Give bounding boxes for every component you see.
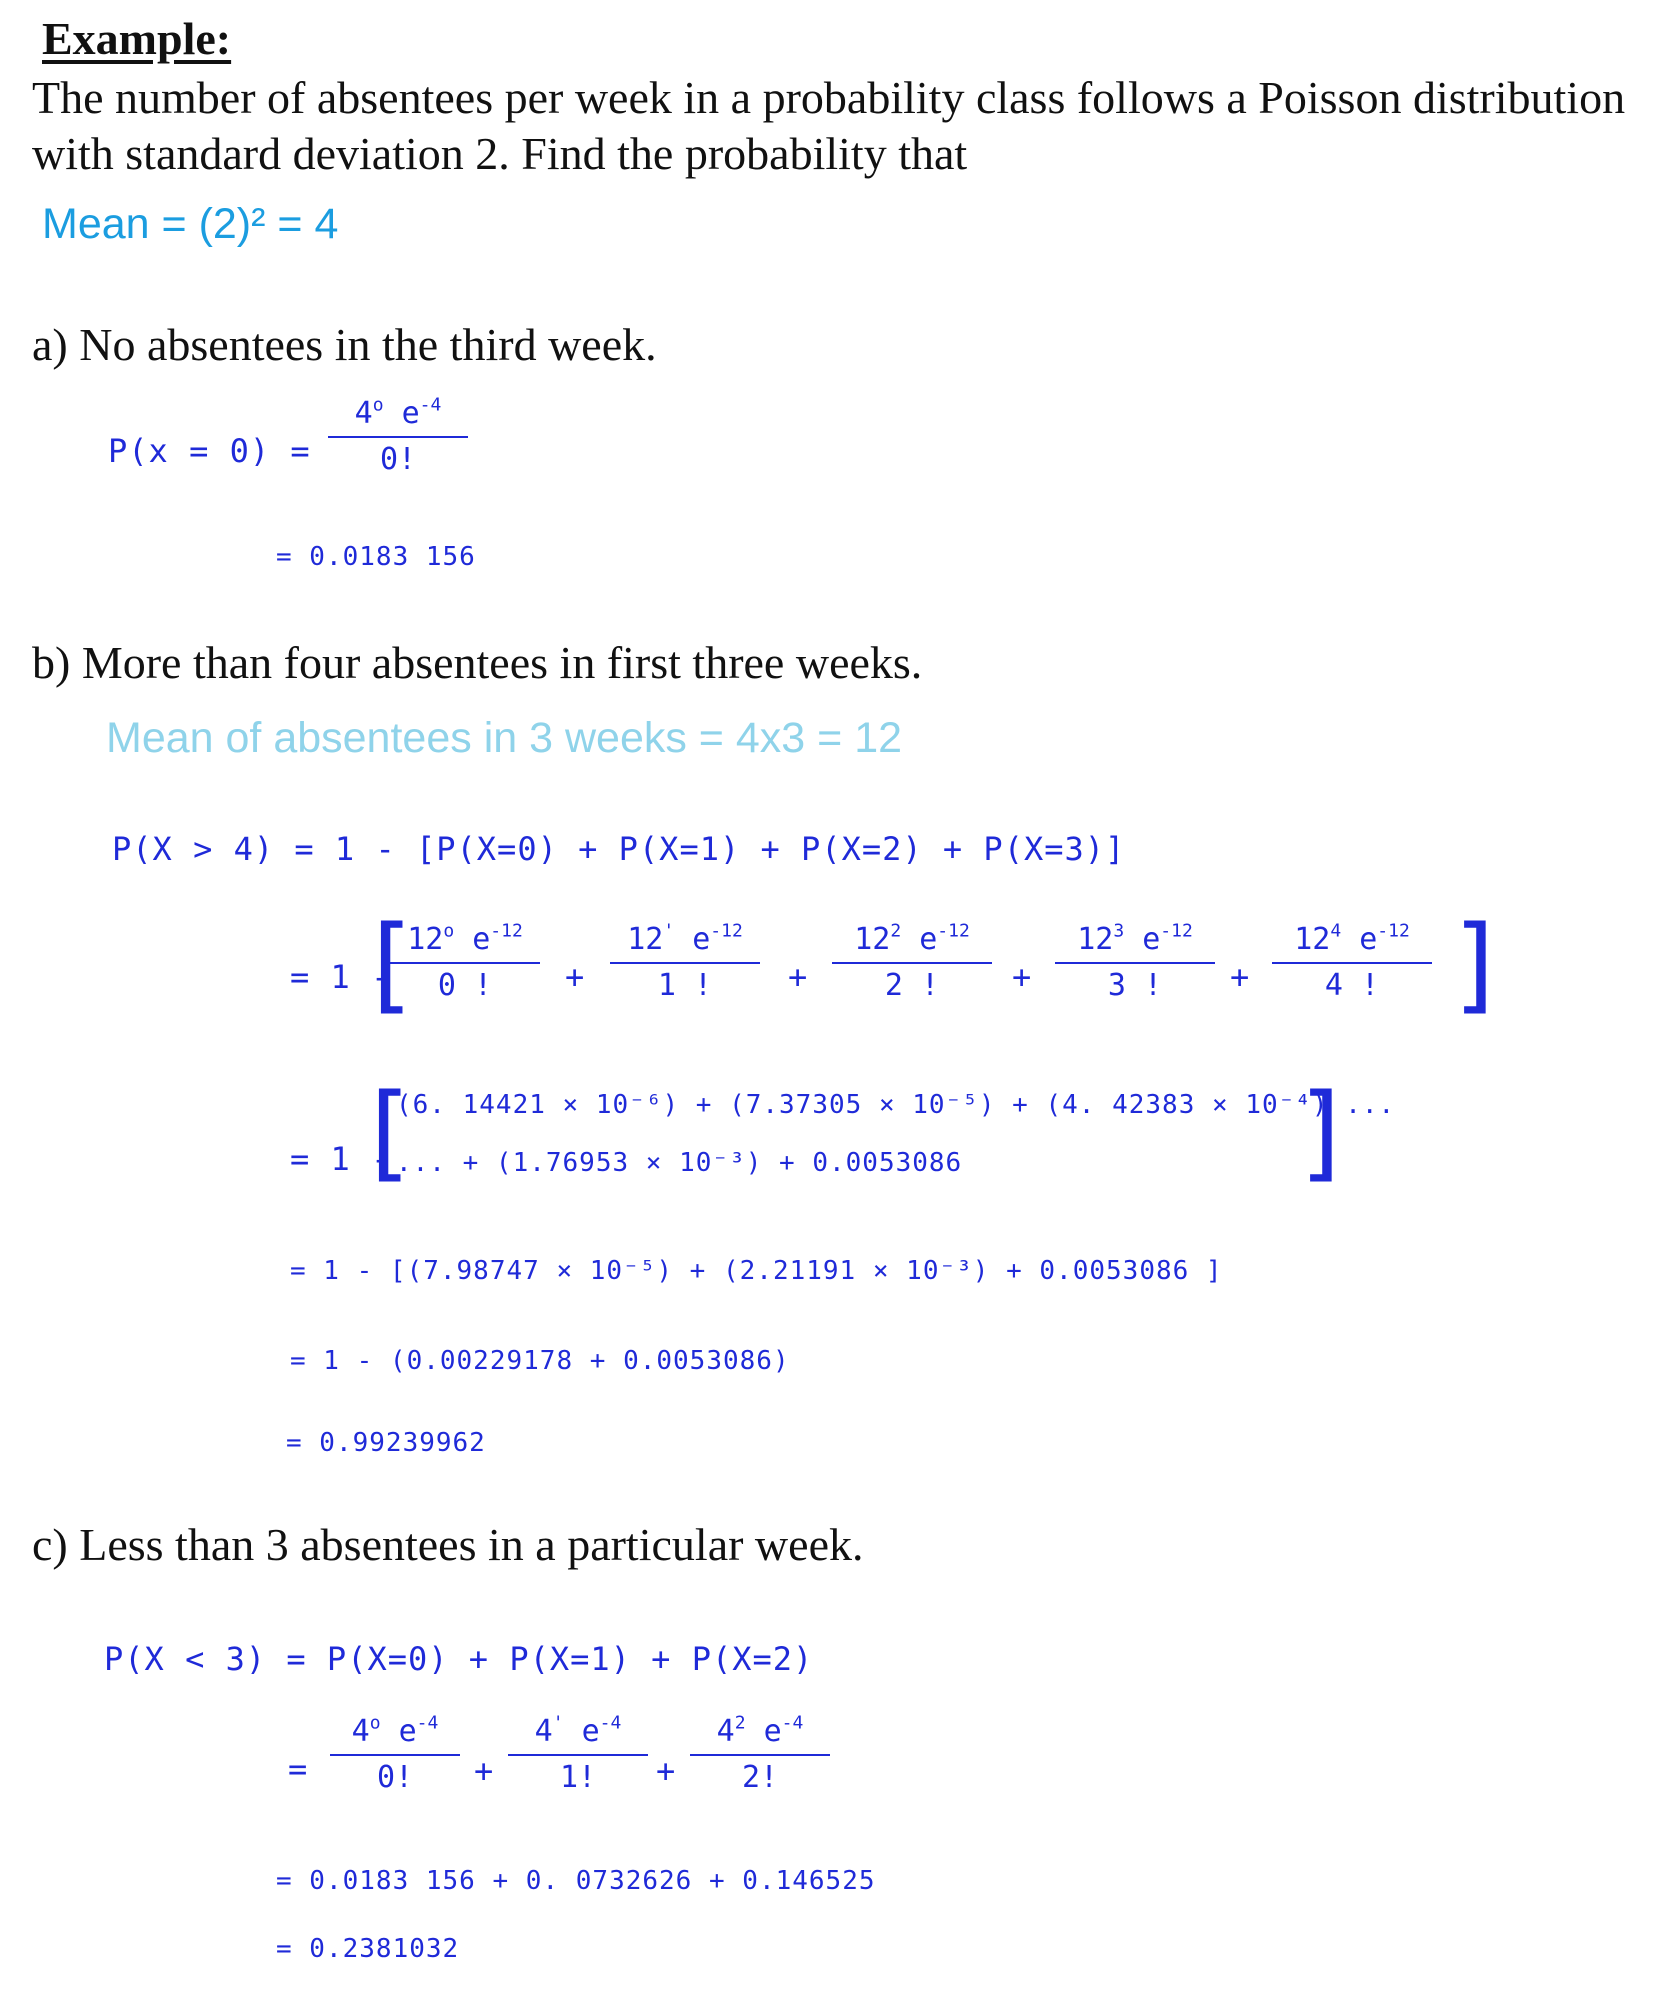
part-a-lhs: P(x = 0) = [108, 432, 311, 470]
part-b-term-0: 12$^o$ $e^{-12}$ 0 ! [390, 922, 540, 1004]
plus-sign: + [1230, 958, 1251, 996]
part-b-step5: = 1 - (0.00229178 + 0.0053086) [290, 1346, 790, 1376]
problem-statement: The number of absentees per week in a probability class follows a Poisson distribution with standard deviation 2. Find the probability that [32, 72, 1626, 179]
part-b-step3-line1: (6. 14421 × 10⁻⁶) + (7.37305 × 10⁻⁵) + (4. 42383 × 10⁻⁴) ... [396, 1090, 1396, 1120]
part-b-term-2: $12^2$ $e^{-12}$ 2 ! [832, 922, 992, 1004]
plus-sign: + [788, 958, 809, 996]
part-b-term-1: 12' $e^{-12}$ 1 ! [610, 922, 760, 1004]
part-a-result: = 0.0183 156 [276, 542, 476, 572]
part-b-step4: = 1 - [(7.98747 × 10⁻⁵) + (2.21191 × 10⁻³) + 0.0053086 ] [290, 1256, 1223, 1286]
part-c-result: = 0.2381032 [276, 1934, 460, 1964]
part-b-mean-note: Mean of absentees in 3 weeks = 4x3 = 12 [106, 714, 903, 762]
part-c-term-0: 4$^o$ $e^{-4}$ 0! [330, 1714, 460, 1796]
right-bracket: ] [1300, 1071, 1341, 1193]
part-b-prefix: = 1 - [290, 958, 392, 996]
part-b-step3-line2: ... + (1.76953 × 10⁻³) + 0.0053086 [396, 1148, 963, 1178]
part-a-fraction [328, 396, 468, 478]
part-b-line1: P(X > 4) = 1 - [P(X=0) + P(X=1) + P(X=2) + P(X=3)] [112, 830, 1126, 868]
part-b-result: = 0.99239962 [286, 1428, 486, 1458]
mean-note: Mean = (2)² = 4 [42, 200, 339, 248]
fraction-bar [328, 436, 468, 438]
part-b-step3-prefix: = 1 - [290, 1140, 392, 1178]
part-c-term-1: 4' $e^{-4}$ 1! [508, 1714, 648, 1796]
left-bracket: [ [370, 1071, 411, 1193]
part-c-label: c) Less than 3 absentees in a particular week. [32, 1519, 864, 1570]
plus-sign: + [474, 1752, 495, 1790]
part-b-label: b) More than four absentees in first three weeks. [32, 637, 923, 688]
plus-sign: + [656, 1752, 677, 1790]
example-heading: Example: [42, 13, 232, 64]
left-bracket: [ [372, 903, 413, 1025]
part-b-term-3: $12^3$ $e^{-12}$ 3 ! [1055, 922, 1215, 1004]
part-c-term-2: $4^2$ $e^{-4}$ 2! [690, 1714, 830, 1796]
part-c-step2: = 0.0183 156 + 0. 0732626 + 0.146525 [276, 1866, 876, 1896]
part-a-label: a) No absentees in the third week. [32, 319, 657, 370]
fraction-denominator: 0! [379, 442, 417, 477]
part-c-prefix: = [288, 1750, 309, 1788]
right-bracket: ] [1454, 903, 1495, 1025]
part-b-term-4: $12^4$ $e^{-12}$ 4 ! [1272, 922, 1432, 1004]
plus-sign: + [1012, 958, 1033, 996]
plus-sign: + [565, 958, 586, 996]
fraction-numerator: 4$^o$ $e^{-4}$ [354, 394, 442, 431]
part-c-line1: P(X < 3) = P(X=0) + P(X=1) + P(X=2) [104, 1640, 814, 1678]
